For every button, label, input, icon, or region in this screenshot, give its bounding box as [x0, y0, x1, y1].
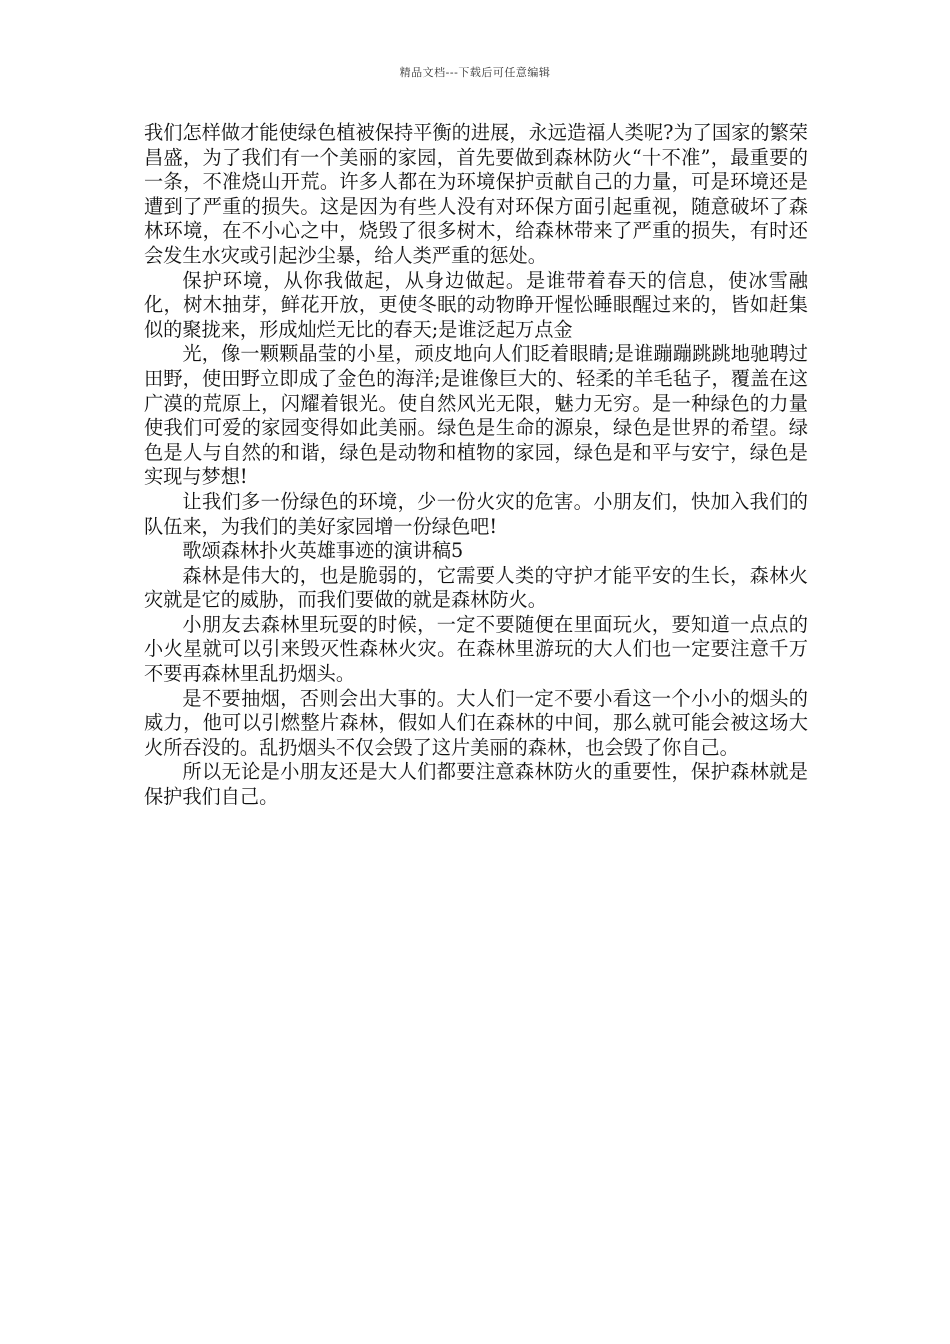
page-header: 精品文档---下载后可任意编辑 — [399, 66, 551, 79]
paragraph-2: 保护环境，从你我做起，从身边做起。是谁带着春天的信息，使冰雪融化，树木抽芽，鲜花开放，更使冬眠的动物睁开惺忪睡眼醒过来的，皆如赶集似的聚拢来，形成灿烂无比的春天;是谁泛起万点金 — [144, 268, 808, 341]
paragraph-7: 是不要抽烟，否则会出大事的。大人们一定不要小看这一个小小的烟头的威力，他可以引燃整片森林，假如人们在森林的中间，那么就可能会被这场大火所吞没的。乱扔烟头不仅会毁了这片美丽的森林，也会毁了你自己。 — [144, 686, 808, 759]
paragraph-4: 让我们多一份绿色的环境，少一份火灾的危害。小朋友们，快加入我们的队伍来，为我们的美好家园增一份绿色吧! — [144, 489, 808, 538]
paragraph-8: 所以无论是小朋友还是大人们都要注意森林防火的重要性，保护森林就是保护我们自己。 — [144, 760, 808, 809]
paragraph-6: 小朋友去森林里玩耍的时候，一定不要随便在里面玩火，要知道一点点的小火星就可以引来毁灭性森林火灾。在森林里游玩的大人们也一定要注意千万不要再森林里乱扔烟头。 — [144, 612, 808, 686]
paragraph-1: 我们怎样做才能使绿色植被保持平衡的进展，永远造福人类呢?为了国家的繁荣昌盛，为了我们有一个美丽的家园，首先要做到森林防火“十不准”，最重要的一条，不准烧山开荒。许多人都在为环境保护贡献自己的力量，可是环境还是遭到了严重的损失。这是因为有些人没有对环保方面引起重视，随意破坏了森林环境，在不小心之中，烧毁了很多树木，给森林带来了严重的损失，有时还会发生水灾或引起沙尘暴，给人类严重的惩处。 — [144, 121, 808, 267]
section-heading: 歌颂森林扑火英雄事迹的演讲稿5 — [182, 539, 464, 563]
paragraph-3: 光，像一颗颗晶莹的小星，顽皮地向人们眨着眼睛;是谁蹦蹦跳跳地驰聘过田野，使田野立即成了金色的海洋;是谁像巨大的、轻柔的羊毛毡子，覆盖在这广漠的荒原上，闪耀着银光。使自然风光无限，魅力无穷。是一种绿色的力量使我们可爱的家园变得如此美丽。绿色是生命的源泉，绿色是世界的希望。绿色是人与自然的和谐，绿色是动物和植物的家园，绿色是和平与安宁，绿色是实现与梦想! — [144, 342, 808, 489]
document-body — [144, 121, 808, 810]
paragraph-5: 森林是伟大的，也是脆弱的，它需要人类的守护才能平安的生长，森林火灾就是它的威胁，而我们要做的就是森林防火。 — [144, 563, 808, 612]
